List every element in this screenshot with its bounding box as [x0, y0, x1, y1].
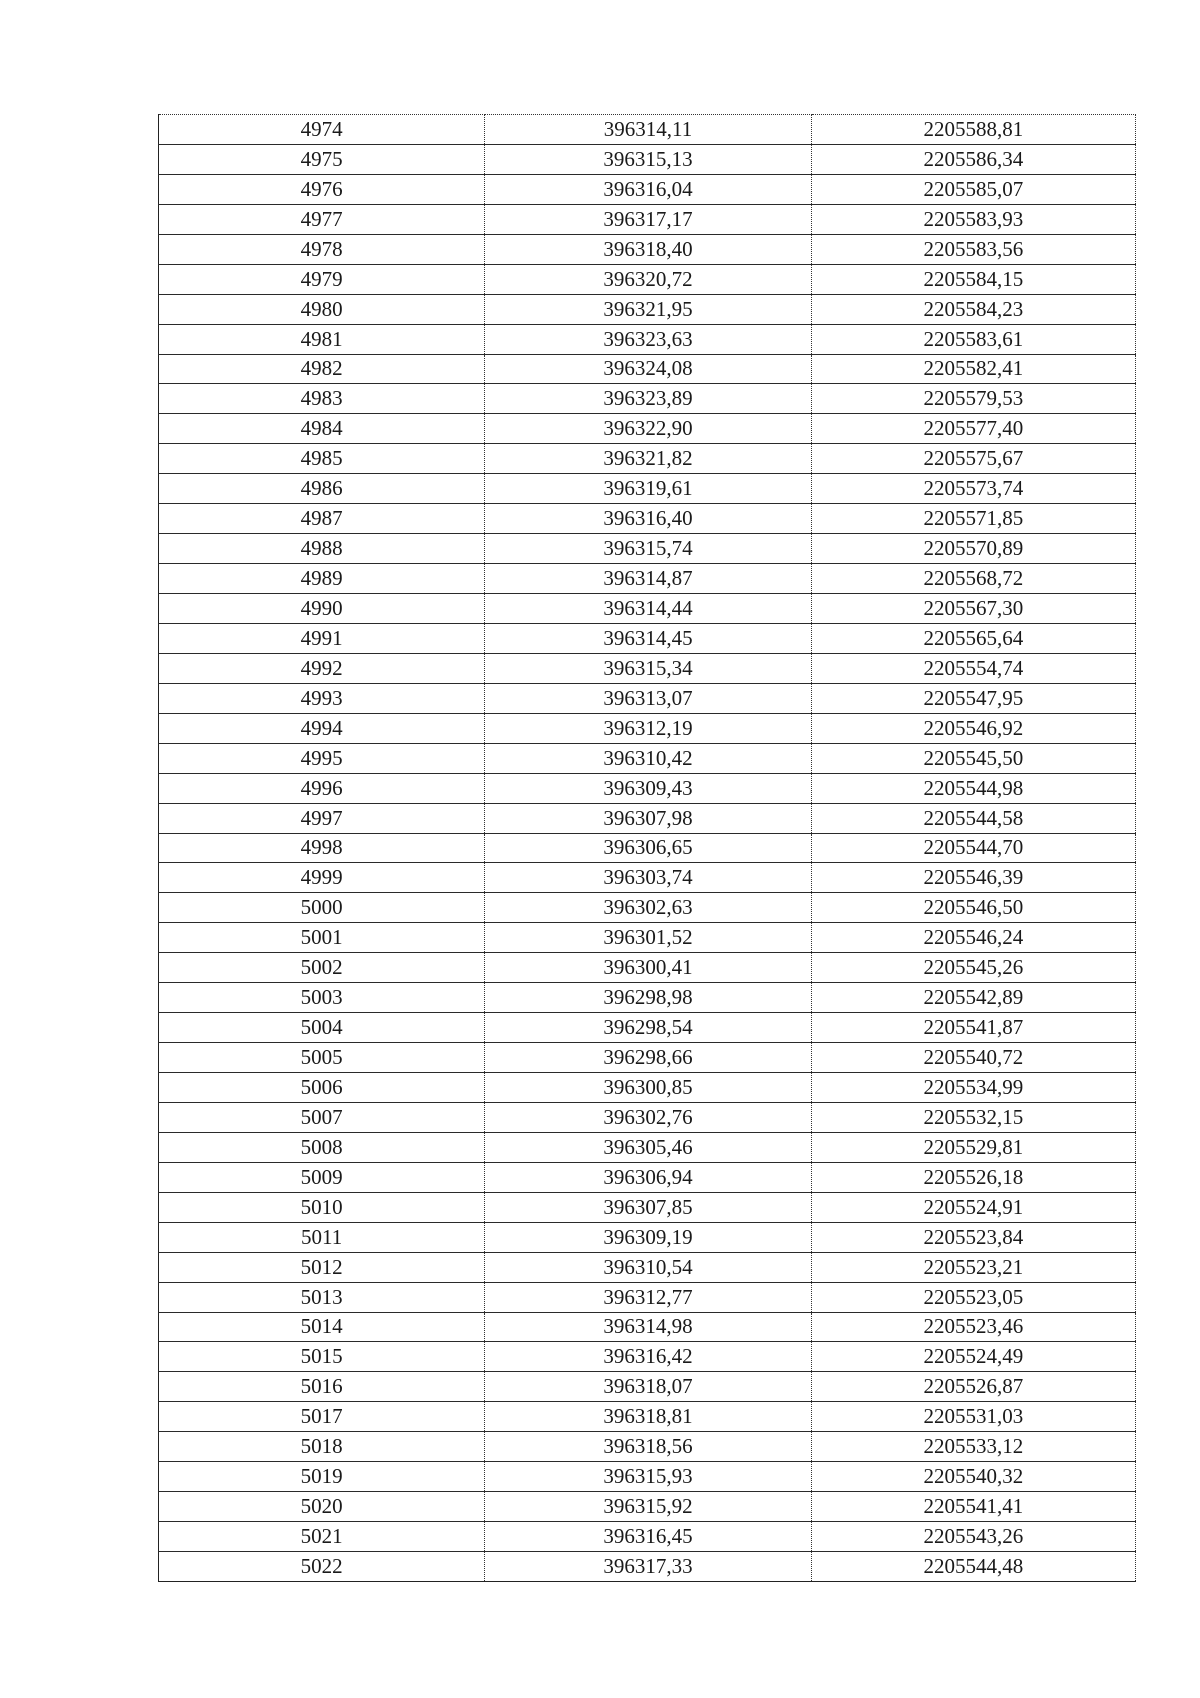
table-row: [159, 923, 1136, 953]
table-row: [159, 1342, 1136, 1372]
table-row: [159, 713, 1136, 743]
table-row: [159, 863, 1136, 893]
table-row: [159, 354, 1136, 384]
table-row: [159, 1282, 1136, 1312]
point-number-cell: 4997: [159, 803, 485, 833]
point-number-cell: 4986: [159, 474, 485, 504]
table-row: [159, 983, 1136, 1013]
x-coordinate-cell: 396312,19: [485, 713, 811, 743]
table-row: [159, 953, 1136, 983]
point-number-cell: 4981: [159, 324, 485, 354]
y-coordinate-cell: 2205541,87: [811, 1013, 1135, 1043]
x-coordinate-cell: 396315,74: [485, 534, 811, 564]
table-row: [159, 1552, 1136, 1582]
x-coordinate-cell: 396316,04: [485, 174, 811, 204]
table-row: [159, 594, 1136, 624]
x-coordinate-cell: 396319,61: [485, 474, 811, 504]
x-coordinate-cell: 396300,85: [485, 1073, 811, 1103]
table-row: [159, 1132, 1136, 1162]
x-coordinate-cell: 396305,46: [485, 1132, 811, 1162]
point-number-cell: 4979: [159, 264, 485, 294]
x-coordinate-cell: 396310,42: [485, 743, 811, 773]
point-number-cell: 4976: [159, 174, 485, 204]
y-coordinate-cell: 2205534,99: [811, 1073, 1135, 1103]
y-coordinate-cell: 2205567,30: [811, 594, 1135, 624]
table-row: [159, 234, 1136, 264]
x-coordinate-cell: 396314,44: [485, 594, 811, 624]
table-row: [159, 1222, 1136, 1252]
y-coordinate-cell: 2205542,89: [811, 983, 1135, 1013]
x-coordinate-cell: 396315,34: [485, 653, 811, 683]
x-coordinate-cell: 396314,87: [485, 564, 811, 594]
y-coordinate-cell: 2205586,34: [811, 144, 1135, 174]
y-coordinate-cell: 2205582,41: [811, 354, 1135, 384]
point-number-cell: 4987: [159, 504, 485, 534]
x-coordinate-cell: 396300,41: [485, 953, 811, 983]
point-number-cell: 5010: [159, 1192, 485, 1222]
x-coordinate-cell: 396315,92: [485, 1492, 811, 1522]
x-coordinate-cell: 396316,42: [485, 1342, 811, 1372]
point-number-cell: 4994: [159, 713, 485, 743]
y-coordinate-cell: 2205584,23: [811, 294, 1135, 324]
point-number-cell: 5001: [159, 923, 485, 953]
table-row: [159, 534, 1136, 564]
y-coordinate-cell: 2205571,85: [811, 504, 1135, 534]
table-row: [159, 474, 1136, 504]
point-number-cell: 5002: [159, 953, 485, 983]
y-coordinate-cell: 2205565,64: [811, 623, 1135, 653]
table-row: [159, 1102, 1136, 1132]
y-coordinate-cell: 2205544,70: [811, 833, 1135, 863]
table-row: [159, 743, 1136, 773]
point-number-cell: 5008: [159, 1132, 485, 1162]
x-coordinate-cell: 396321,95: [485, 294, 811, 324]
y-coordinate-cell: 2205546,92: [811, 713, 1135, 743]
y-coordinate-cell: 2205524,91: [811, 1192, 1135, 1222]
y-coordinate-cell: 2205544,48: [811, 1552, 1135, 1582]
table-row: [159, 683, 1136, 713]
y-coordinate-cell: 2205523,05: [811, 1282, 1135, 1312]
point-number-cell: 5012: [159, 1252, 485, 1282]
x-coordinate-cell: 396315,13: [485, 144, 811, 174]
table-row: [159, 1462, 1136, 1492]
x-coordinate-cell: 396323,89: [485, 384, 811, 414]
point-number-cell: 4982: [159, 354, 485, 384]
table-row: [159, 1073, 1136, 1103]
point-number-cell: 5009: [159, 1162, 485, 1192]
point-number-cell: 5007: [159, 1102, 485, 1132]
x-coordinate-cell: 396322,90: [485, 414, 811, 444]
y-coordinate-cell: 2205546,24: [811, 923, 1135, 953]
y-coordinate-cell: 2205540,32: [811, 1462, 1135, 1492]
point-number-cell: 5011: [159, 1222, 485, 1252]
table-row: [159, 1312, 1136, 1342]
y-coordinate-cell: 2205526,18: [811, 1162, 1135, 1192]
y-coordinate-cell: 2205588,81: [811, 115, 1135, 145]
y-coordinate-cell: 2205545,50: [811, 743, 1135, 773]
point-number-cell: 5021: [159, 1522, 485, 1552]
y-coordinate-cell: 2205543,26: [811, 1522, 1135, 1552]
point-number-cell: 5005: [159, 1043, 485, 1073]
y-coordinate-cell: 2205523,46: [811, 1312, 1135, 1342]
y-coordinate-cell: 2205546,50: [811, 893, 1135, 923]
y-coordinate-cell: 2205529,81: [811, 1132, 1135, 1162]
point-number-cell: 5004: [159, 1013, 485, 1043]
x-coordinate-cell: 396318,40: [485, 234, 811, 264]
table-row: [159, 204, 1136, 234]
point-number-cell: 4975: [159, 144, 485, 174]
x-coordinate-cell: 396316,45: [485, 1522, 811, 1552]
x-coordinate-cell: 396306,65: [485, 833, 811, 863]
y-coordinate-cell: 2205583,61: [811, 324, 1135, 354]
x-coordinate-cell: 396316,40: [485, 504, 811, 534]
point-number-cell: 4999: [159, 863, 485, 893]
table-row: [159, 144, 1136, 174]
point-number-cell: 5006: [159, 1073, 485, 1103]
y-coordinate-cell: 2205526,87: [811, 1372, 1135, 1402]
x-coordinate-cell: 396318,07: [485, 1372, 811, 1402]
point-number-cell: 4993: [159, 683, 485, 713]
x-coordinate-cell: 396310,54: [485, 1252, 811, 1282]
table-row: [159, 1013, 1136, 1043]
table-row: [159, 1043, 1136, 1073]
y-coordinate-cell: 2205585,07: [811, 174, 1135, 204]
coordinate-table-body: [159, 115, 1136, 1582]
point-number-cell: 4992: [159, 653, 485, 683]
point-number-cell: 4998: [159, 833, 485, 863]
x-coordinate-cell: 396320,72: [485, 264, 811, 294]
y-coordinate-cell: 2205577,40: [811, 414, 1135, 444]
point-number-cell: 5020: [159, 1492, 485, 1522]
y-coordinate-cell: 2205547,95: [811, 683, 1135, 713]
x-coordinate-cell: 396314,98: [485, 1312, 811, 1342]
table-row: [159, 324, 1136, 354]
x-coordinate-cell: 396315,93: [485, 1462, 811, 1492]
table-row: [159, 653, 1136, 683]
y-coordinate-cell: 2205531,03: [811, 1402, 1135, 1432]
x-coordinate-cell: 396306,94: [485, 1162, 811, 1192]
point-number-cell: 4983: [159, 384, 485, 414]
table-row: [159, 504, 1136, 534]
table-row: [159, 444, 1136, 474]
x-coordinate-cell: 396314,11: [485, 115, 811, 145]
x-coordinate-cell: 396323,63: [485, 324, 811, 354]
y-coordinate-cell: 2205540,72: [811, 1043, 1135, 1073]
table-row: [159, 833, 1136, 863]
point-number-cell: 4988: [159, 534, 485, 564]
table-row: [159, 174, 1136, 204]
table-row: [159, 1402, 1136, 1432]
y-coordinate-cell: 2205532,15: [811, 1102, 1135, 1132]
point-number-cell: 5019: [159, 1462, 485, 1492]
x-coordinate-cell: 396318,56: [485, 1432, 811, 1462]
x-coordinate-cell: 396303,74: [485, 863, 811, 893]
table-row: [159, 564, 1136, 594]
table-row: [159, 1192, 1136, 1222]
point-number-cell: 5022: [159, 1552, 485, 1582]
x-coordinate-cell: 396302,63: [485, 893, 811, 923]
y-coordinate-cell: 2205533,12: [811, 1432, 1135, 1462]
x-coordinate-cell: 396302,76: [485, 1102, 811, 1132]
y-coordinate-cell: 2205544,98: [811, 773, 1135, 803]
table-row: [159, 803, 1136, 833]
point-number-cell: 4978: [159, 234, 485, 264]
point-number-cell: 5016: [159, 1372, 485, 1402]
table-row: [159, 115, 1136, 145]
table-row: [159, 264, 1136, 294]
y-coordinate-cell: 2205545,26: [811, 953, 1135, 983]
x-coordinate-cell: 396312,77: [485, 1282, 811, 1312]
y-coordinate-cell: 2205524,49: [811, 1342, 1135, 1372]
y-coordinate-cell: 2205523,84: [811, 1222, 1135, 1252]
y-coordinate-cell: 2205568,72: [811, 564, 1135, 594]
y-coordinate-cell: 2205546,39: [811, 863, 1135, 893]
point-number-cell: 4990: [159, 594, 485, 624]
point-number-cell: 5017: [159, 1402, 485, 1432]
table-row: [159, 773, 1136, 803]
x-coordinate-cell: 396317,33: [485, 1552, 811, 1582]
point-number-cell: 5018: [159, 1432, 485, 1462]
point-number-cell: 4989: [159, 564, 485, 594]
table-row: [159, 1252, 1136, 1282]
point-number-cell: 5000: [159, 893, 485, 923]
y-coordinate-cell: 2205573,74: [811, 474, 1135, 504]
table-row: [159, 1492, 1136, 1522]
x-coordinate-cell: 396298,54: [485, 1013, 811, 1043]
table-row: [159, 623, 1136, 653]
x-coordinate-cell: 396313,07: [485, 683, 811, 713]
x-coordinate-cell: 396307,98: [485, 803, 811, 833]
point-number-cell: 5014: [159, 1312, 485, 1342]
y-coordinate-cell: 2205579,53: [811, 384, 1135, 414]
y-coordinate-cell: 2205584,15: [811, 264, 1135, 294]
y-coordinate-cell: 2205570,89: [811, 534, 1135, 564]
point-number-cell: 4985: [159, 444, 485, 474]
x-coordinate-cell: 396318,81: [485, 1402, 811, 1432]
point-number-cell: 5015: [159, 1342, 485, 1372]
x-coordinate-cell: 396298,98: [485, 983, 811, 1013]
point-number-cell: 4995: [159, 743, 485, 773]
x-coordinate-cell: 396314,45: [485, 623, 811, 653]
table-row: [159, 1522, 1136, 1552]
point-number-cell: 4974: [159, 115, 485, 145]
x-coordinate-cell: 396324,08: [485, 354, 811, 384]
point-number-cell: 5013: [159, 1282, 485, 1312]
table-row: [159, 893, 1136, 923]
x-coordinate-cell: 396309,19: [485, 1222, 811, 1252]
point-number-cell: 4996: [159, 773, 485, 803]
x-coordinate-cell: 396317,17: [485, 204, 811, 234]
point-number-cell: 4980: [159, 294, 485, 324]
y-coordinate-cell: 2205583,56: [811, 234, 1135, 264]
coordinate-table: [158, 114, 1136, 1582]
table-row: [159, 1372, 1136, 1402]
x-coordinate-cell: 396321,82: [485, 444, 811, 474]
point-number-cell: 4991: [159, 623, 485, 653]
y-coordinate-cell: 2205554,74: [811, 653, 1135, 683]
table-row: [159, 414, 1136, 444]
y-coordinate-cell: 2205544,58: [811, 803, 1135, 833]
x-coordinate-cell: 396301,52: [485, 923, 811, 953]
x-coordinate-cell: 396309,43: [485, 773, 811, 803]
y-coordinate-cell: 2205575,67: [811, 444, 1135, 474]
point-number-cell: 4984: [159, 414, 485, 444]
table-row: [159, 1162, 1136, 1192]
table-row: [159, 384, 1136, 414]
x-coordinate-cell: 396298,66: [485, 1043, 811, 1073]
y-coordinate-cell: 2205523,21: [811, 1252, 1135, 1282]
table-row: [159, 294, 1136, 324]
x-coordinate-cell: 396307,85: [485, 1192, 811, 1222]
y-coordinate-cell: 2205583,93: [811, 204, 1135, 234]
point-number-cell: 4977: [159, 204, 485, 234]
table-row: [159, 1432, 1136, 1462]
point-number-cell: 5003: [159, 983, 485, 1013]
y-coordinate-cell: 2205541,41: [811, 1492, 1135, 1522]
